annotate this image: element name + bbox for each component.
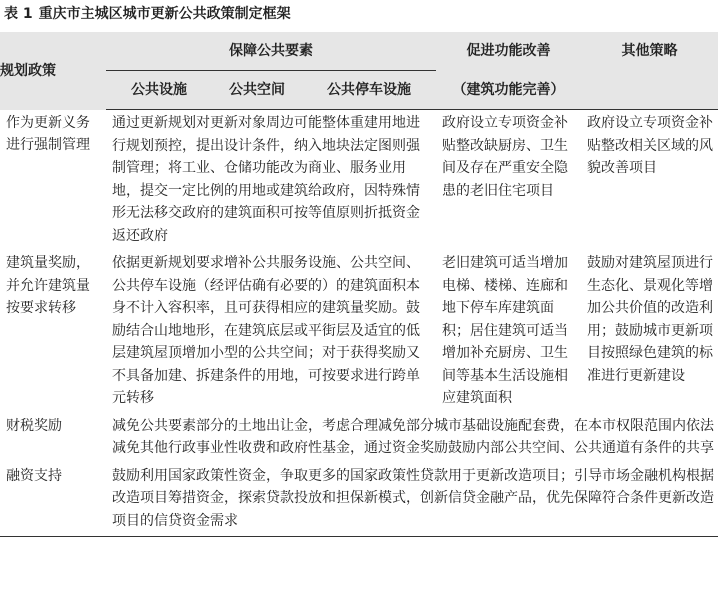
subheader-public-parking: 公共停车设施 xyxy=(327,82,411,98)
row-merged-text: 减免公共要素部分的土地出让金，考虑合理减免部分城市基础设施配套费，在本市权限范围内依法减免其他行政事业性收费和政府性基金，通过资金奖励鼓励内部公共空间、公共通道有条件的共享 xyxy=(112,417,714,456)
row-function-text: 老旧建筑可适当增加电梯、楼梯、连廊和地下停车库建筑面积；居住建筑可适当增加补充厨房、卫生间等基本生活设施相应建筑面积 xyxy=(442,255,568,406)
row-public-elements-text: 依据更新规划要求增补公共服务设施、公共空间、公共停车设施（经评估确有必要的）的建筑面积本身不计入容积率，且可获得相应的建筑量奖励。鼓励结合山地地形，在建筑底层或平街层及适宜的低层建筑屋顶增加小型的公共空间；对于获得奖励又不具备加建、拆建条件的用地，可按要求进行跨单元转移 xyxy=(112,255,420,406)
row-public-elements-text: 通过更新规划对更新对象周边可能整体重建用地进行规划预控，提出设计条件，纳入地块法定图则强制管理；将工业、仓储功能改为商业、服务业用地，提交一定比例的用地或建筑给政府，因特殊情形无法移交政府的建筑面积可按等值原则折抵资金返还政府 xyxy=(112,115,420,244)
table-title: 重庆市主城区城市更新公共政策制定框架 xyxy=(38,6,291,22)
table-row xyxy=(0,463,718,537)
header-subcolumns xyxy=(106,71,436,110)
row-policy-label: 财税奖励 xyxy=(6,417,62,434)
header-other-strategies: 其他策略 xyxy=(581,32,718,71)
row-policy-label: 融资支持 xyxy=(0,463,106,537)
header-building-function-note: （建筑功能完善） xyxy=(436,71,581,110)
header-function-improvement: 促进功能改善 xyxy=(436,32,581,71)
row-merged-text: 鼓励利用国家政策性资金，争取更多的国家政策性贷款用于更新改造项目；引导市场金融机构根据改造项目筹措资金，探索贷款投放和担保新模式，创新信贷金融产品，优先保障符合条件更新改造项目的信贷资金需求 xyxy=(106,463,718,537)
row-other-text: 鼓励对建筑屋顶进行生态化、景观化等增加公共价值的改造利用；鼓励城市更新项目按照绿色建筑的标准进行更新建设 xyxy=(587,255,713,384)
table-label: 表 1 xyxy=(4,6,33,22)
row-policy-label: 建筑量奖励，并允许建筑量按要求转移 xyxy=(6,255,90,316)
header-empty xyxy=(581,71,718,110)
header-public-elements: 保障公共要素 xyxy=(106,32,436,71)
table-caption xyxy=(4,4,291,24)
table-row xyxy=(0,250,718,413)
table-row xyxy=(0,110,718,251)
table-row xyxy=(0,413,718,463)
row-function-text: 政府设立专项资金补贴整改缺厨房、卫生间及存在严重安全隐患的老旧住宅项目 xyxy=(442,115,568,199)
subheader-public-space: 公共空间 xyxy=(229,82,285,98)
policy-table xyxy=(0,32,718,537)
subheader-public-facilities: 公共设施 xyxy=(131,82,187,98)
row-policy-label: 作为更新义务进行强制管理 xyxy=(6,114,90,153)
header-planning-policy: 规划政策 xyxy=(0,32,106,110)
row-other-text: 政府设立专项资金补贴整改相关区域的风貌改善项目 xyxy=(587,115,713,176)
